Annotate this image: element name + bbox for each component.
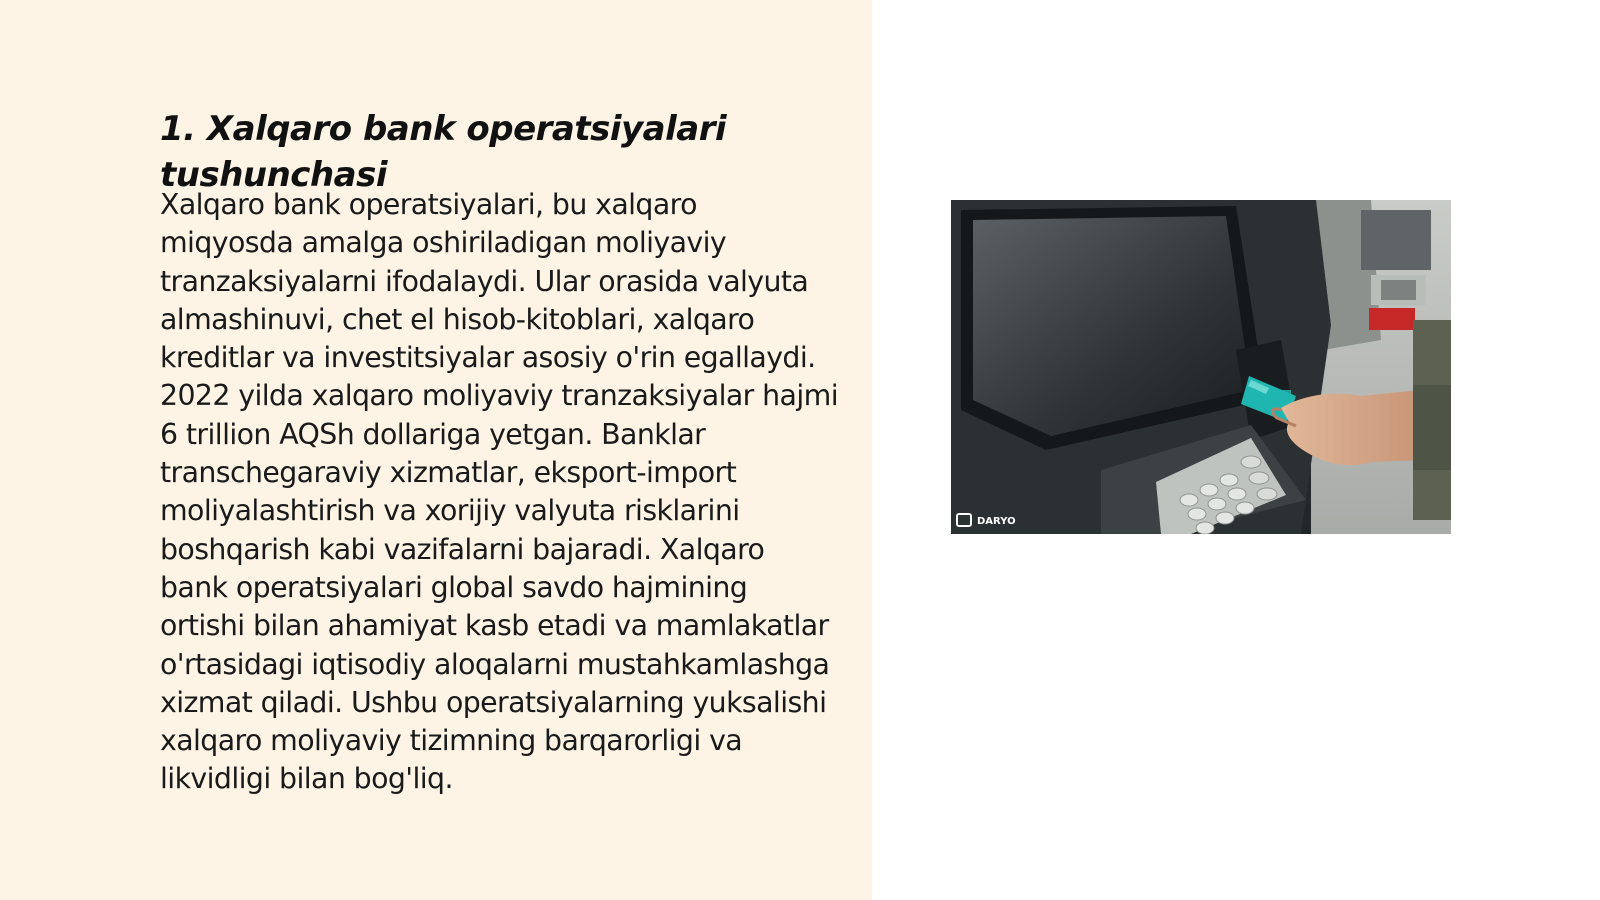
photo-watermark: DARYO (977, 516, 1016, 527)
slide-heading: 1. Xalqaro bank operatsiyalari tushunchasi (160, 109, 727, 195)
atm-illustration (951, 200, 1451, 534)
slide-body-text: Xalqaro bank operatsiyalari, bu xalqaro miqyosda amalga oshiriladigan moliyaviy tranzaksiyalarni ifodalaydi. Ular orasida valyuta almashinuvi, chet el hisob-kitoblari, xalqaro kreditlar va investitsiyalar asosiy o'rin egallaydi. 2022 yilda xalqaro moliyaviy tranzaksiyalar hajmi 6 trillion AQSh dollariga yetgan. Banklar transchegaraviy xizmatlar, eksport-import moliyalashtirish va xorijiy valyuta risklarini boshqarish kabi vazifalarni bajaradi. Xalqaro bank operatsiyalari global savdo hajmining ortishi bilan ahamiyat kasb etadi va mamlakatlar o'rtasidagi iqtisodiy aloqalarni mustahkamlashga xizmat qiladi. Ushbu operatsiyalarning yuksalishi xalqaro moliyaviy tizimning barqarorligi va likvidligi bilan bog'liq. (160, 188, 838, 796)
atm-photo (951, 200, 1451, 534)
